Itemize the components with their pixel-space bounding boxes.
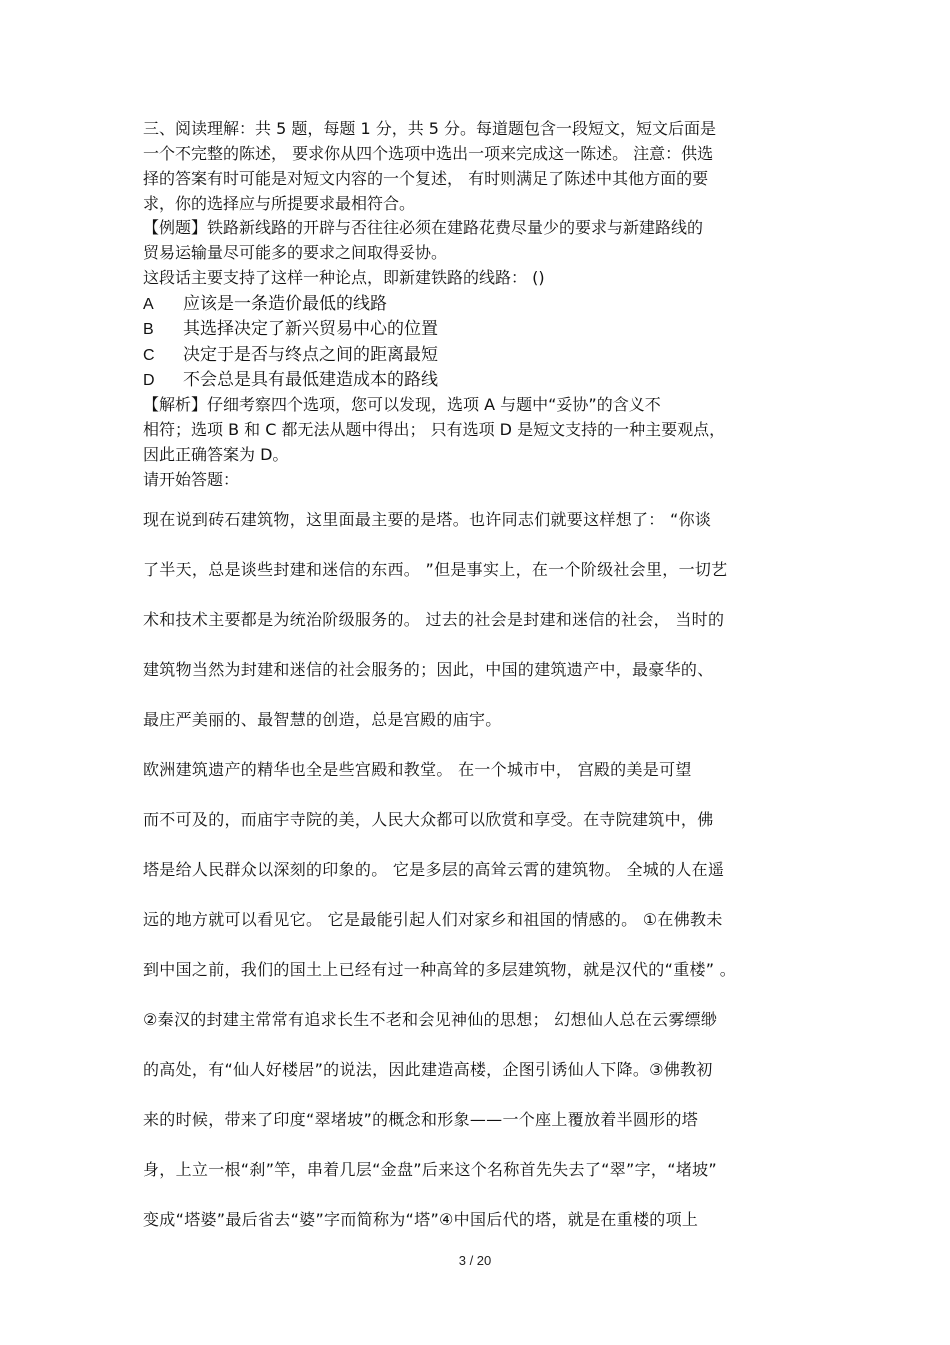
passage-line: 最庄严美丽的、最智慧的创造，总是宫殿的庙宇。	[143, 710, 502, 729]
passage-line: 塔是给人民群众以深刻的印象的。 它是多层的高耸云霄的建筑物。 全城的人在遥	[143, 860, 725, 879]
passage-line: 来的时候，带来了印度“翠堵坡”的概念和形象——一个座上覆放着半圆形的塔	[143, 1110, 699, 1129]
option-c	[143, 345, 438, 366]
instructions-line: 择的答案有时可能是对短文内容的一个复述， 有时则满足了陈述中其他方面的要	[143, 169, 709, 188]
passage-line: ②秦汉的封建主常常有追求长生不老和会见神仙的思想； 幻想仙人总在云雾缥缈	[143, 1010, 718, 1029]
passage-line: 远的地方就可以看见它。 它是最能引起人们对家乡和祖国的情感的。 ①在佛教未	[143, 910, 723, 929]
passage-line: 的高处，有“仙人好楼居”的说法，因此建造高楼，企图引诱仙人下降。③佛教初	[143, 1060, 713, 1079]
option-letter: D	[143, 372, 155, 389]
option-d	[143, 370, 438, 391]
option-letter: B	[143, 321, 154, 338]
passage-line: 变成“塔婆”最后省去“婆”字而简称为“塔”④中国后代的塔，就是在重楼的项上	[143, 1210, 699, 1229]
option-b	[143, 319, 438, 340]
analysis-line: 【解析】仔细考察四个选项，您可以发现，选项 A 与题中“妥协”的含义不	[143, 395, 661, 414]
instructions-line: 求，你的选择应与所提要求最相符合。	[143, 194, 416, 213]
example-line: 贸易运输量尽可能多的要求之间取得妥协。	[143, 243, 448, 262]
option-letter: C	[143, 347, 155, 364]
option-text: 应该是一条造价最低的线路	[183, 294, 387, 314]
passage-line: 而不可及的，而庙宇寺院的美，人民大众都可以欣赏和享受。在寺院建筑中，佛	[143, 810, 714, 829]
analysis-line: 因此正确答案为 D。	[143, 445, 289, 464]
option-a	[143, 294, 387, 315]
option-letter: A	[143, 296, 154, 313]
start-prompt: 请开始答题：	[143, 470, 240, 489]
passage-line: 到中国之前，我们的国土上已经有过一种高耸的多层建筑物，就是汉代的“重楼” 。	[143, 960, 737, 979]
option-text: 决定于是否与终点之间的距离最短	[183, 345, 438, 365]
page-number: 3 / 20	[458, 1253, 492, 1268]
example-line: 【例题】铁路新线路的开辟与否往往必须在建路花费尽量少的要求与新建路线的	[143, 218, 704, 237]
passage-line: 术和技术主要都是为统治阶级服务的。 过去的社会是封建和迷信的社会， 当时的	[143, 610, 725, 629]
analysis-line: 相符；选项 B 和 C 都无法从题中得出； 只有选项 D 是短文支持的一种主要观点，	[143, 420, 726, 439]
example-question: 这段话主要支持了这样一种论点，即新建铁路的线路： ()	[143, 268, 545, 287]
passage-line: 身，上立一根“刹”竿，串着几层“金盘”后来这个名称首先失去了“翠”字，“堵坡”	[143, 1160, 718, 1179]
passage-line: 现在说到砖石建筑物，这里面最主要的是塔。也许同志们就要这样想了： “你谈	[143, 510, 712, 529]
option-text: 其选择决定了新兴贸易中心的位置	[183, 319, 438, 339]
instructions-line: 一个不完整的陈述， 要求你从四个选项中选出一项来完成这一陈述。 注意：供选	[143, 144, 714, 163]
passage-line: 欧洲建筑遗产的精华也全是些宫殿和教堂。 在一个城市中， 宫殿的美是可望	[143, 760, 692, 779]
passage-line: 建筑物当然为封建和迷信的社会服务的；因此，中国的建筑遗产中，最豪华的、	[143, 660, 714, 679]
option-text: 不会总是具有最低建造成本的路线	[183, 370, 438, 390]
instructions-line: 三、阅读理解：共 5 题，每题 1 分，共 5 分。每道题包含一段短文，短文后面是	[143, 119, 717, 138]
passage-line: 了半天，总是谈些封建和迷信的东西。 ”但是事实上，在一个阶级社会里，一切艺	[143, 560, 728, 579]
